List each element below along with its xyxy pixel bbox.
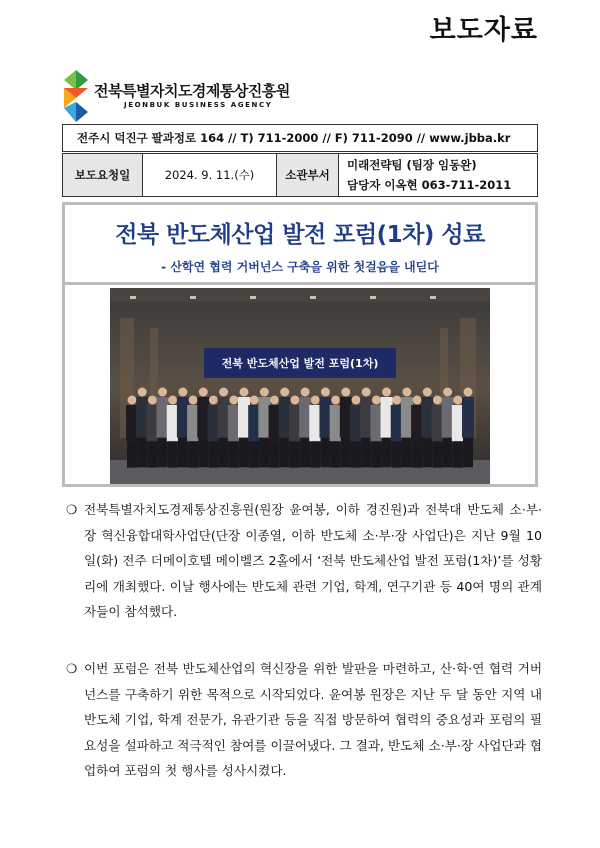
attendee-figure bbox=[462, 388, 474, 468]
doc-type-title: 보도자료 bbox=[429, 15, 538, 46]
dept-label: 소관부서 bbox=[277, 154, 339, 196]
forum-group-photo bbox=[110, 288, 490, 484]
banner-text: 전북 반도체산업 발전 포럼(1차) bbox=[221, 357, 379, 370]
subheadline: - 산학연 협력 거버넌스 구축을 위한 첫걸음을 내딛다 bbox=[161, 260, 439, 274]
paragraph-text: 전북특별자치도경제통상진흥원(원장 윤여봉, 이하 경진원)과 전북대 반도체 소·부·장 혁신융합대학사업단(단장 이종열, 이하 반도체 소·부·장 사업단)은 지난 9월 10일(화) 전주 더메이호텔 메이벨즈 2홀에서 ‘전북 반도체산업 발전 포럼(1차)’를 성황리에 개최했다. 이날 행사에는 반도체 관련 기업, 학계, 연구기관 등 40여 명의 관계자들이 참석했다. bbox=[84, 502, 542, 619]
request-date-label: 보도요청일 bbox=[63, 154, 143, 196]
dept-info bbox=[339, 154, 537, 196]
meta-table bbox=[62, 153, 538, 197]
org-name: 전북특별자치도경제통상진흥원 bbox=[94, 82, 290, 100]
request-date: 2024. 9. 11.(수) bbox=[143, 154, 277, 196]
bullet-icon: ❍ bbox=[66, 502, 78, 517]
headline-box bbox=[62, 202, 538, 285]
paragraph-text: 이번 포럼은 전북 반도체산업의 혁신장을 위한 발판을 마련하고, 산·학·연 협력 거버넌스를 구축하기 위한 목적으로 시작되었다. 윤여봉 원장은 지난 두 달 동안 지역 내 반도체 기업, 학계 전문가, 유관기관 등을 직접 방문하여 협력의 중요성과 포럼의 필요성을 설파하고 적극적인 참여를 이끌어냈다. 그 결과, 반도체 소·부·장 사업단과 협업하여 포럼의 첫 행사를 성사시켰다. bbox=[84, 661, 542, 778]
headline: 전북 반도체산업 발전 포럼(1차) 성료 bbox=[115, 222, 485, 248]
contact-line: 전주시 덕진구 팔과정로 164 // T) 711-2000 // F) 711-2090 // www.jbba.kr bbox=[62, 124, 538, 152]
contact-person: 담당자 이옥현 063-711-2011 bbox=[347, 178, 512, 192]
agency-logo-icon bbox=[64, 70, 88, 122]
paragraph-1 bbox=[66, 497, 542, 625]
paragraph-2 bbox=[66, 656, 542, 784]
bullet-icon: ❍ bbox=[66, 661, 78, 676]
org-name-en: JEONBUK BUSINESS AGENCY bbox=[124, 101, 273, 109]
dept-name: 미래전략팀 (팀장 임동완) bbox=[347, 158, 477, 172]
